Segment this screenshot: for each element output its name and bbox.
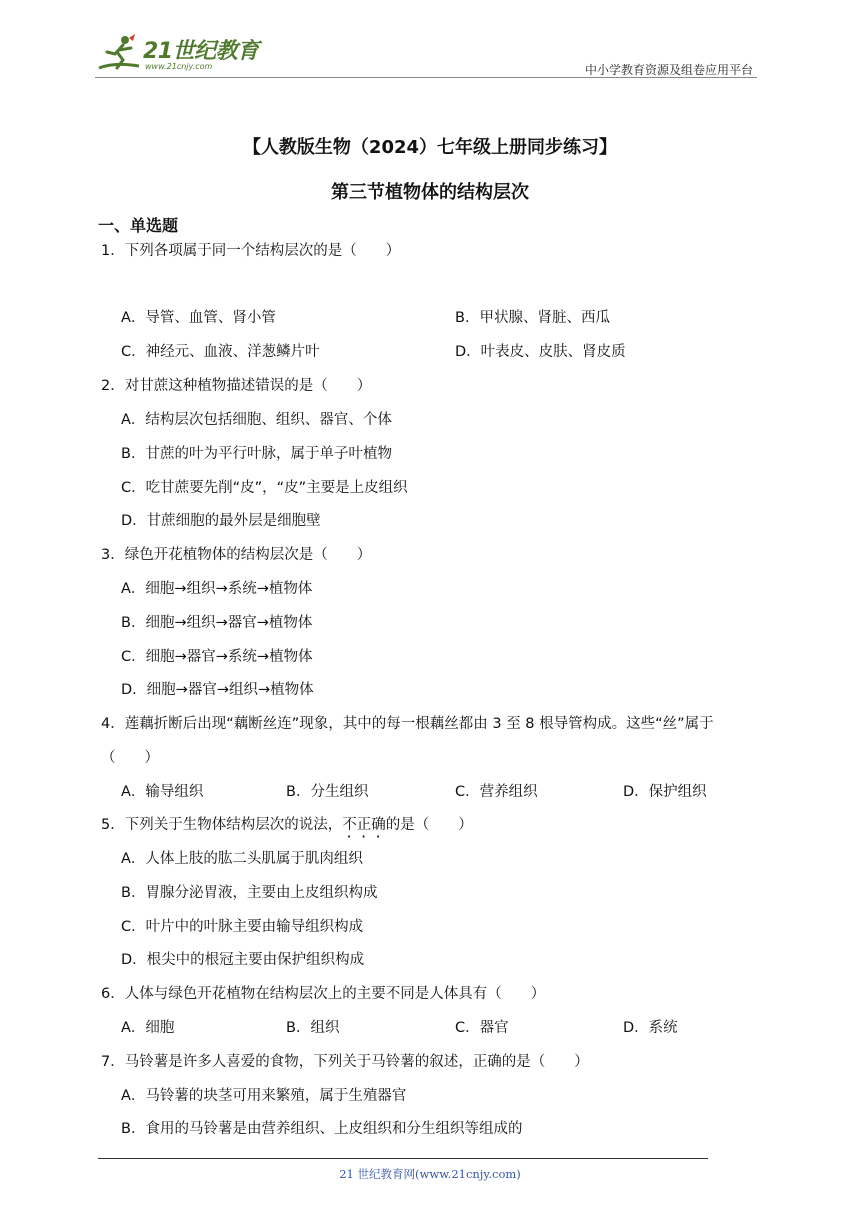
option-d: D．细胞→器官→组织→植物体 <box>121 682 314 698</box>
option-b: B．组织 <box>286 1020 340 1036</box>
stem-text: 的是（ ） <box>385 817 473 833</box>
emphasized-text: 不正确 <box>342 817 386 833</box>
page-header <box>95 32 757 78</box>
question-stem <box>101 815 473 841</box>
question-stem: 3．绿色开花植物体的结构层次是（ ） <box>101 547 372 563</box>
option-b: B．甲状腺、肾脏、西瓜 <box>455 310 610 326</box>
option-a: A．人体上肢的肱二头肌属于肌肉组织 <box>121 851 363 867</box>
option-a: A．马铃薯的块茎可用来繁殖，属于生殖器官 <box>121 1088 407 1104</box>
option-c: C．神经元、血液、洋葱鳞片叶 <box>121 344 320 360</box>
logo-url: www.21cnjy.com <box>145 62 213 71</box>
option-d: D．叶表皮、皮肤、肾皮质 <box>455 344 626 360</box>
section-heading: 一、单选题 <box>98 216 179 235</box>
footer-divider <box>98 1158 708 1159</box>
question-stem: 7．马铃薯是许多人喜爱的食物，下列关于马铃薯的叙述，正确的是（ ） <box>101 1054 589 1070</box>
logo-text: 21世纪教育 <box>143 39 259 64</box>
stem-text: 5．下列关于生物体结构层次的说法， <box>101 817 343 833</box>
option-d: D．保护组织 <box>623 784 707 800</box>
question-stem: 4．莲藕折断后出现“藕断丝连”现象，其中的每一根藕丝都由 3 至 8 根导管构成。这些“丝”属于 <box>101 716 714 732</box>
option-a: A．导管、血管、肾小管 <box>121 310 276 326</box>
runner-logo-icon <box>95 32 145 76</box>
document-subtitle: 第三节植物体的结构层次 <box>331 182 529 203</box>
option-c: C．营养组织 <box>455 784 538 800</box>
option-a: A．细胞 <box>121 1020 175 1036</box>
option-a: A．输导组织 <box>121 784 204 800</box>
page-footer[interactable]: 21 世纪教育网(www.21cnjy.com) <box>339 1167 521 1181</box>
question-stem: 6．人体与绿色开花植物在结构层次上的主要不同是人体具有（ ） <box>101 986 546 1002</box>
option-c: C．叶片中的叶脉主要由输导组织构成 <box>121 919 364 935</box>
option-b: B．细胞→组织→器官→植物体 <box>121 615 313 631</box>
option-d: D．根尖中的根冠主要由保护组织构成 <box>121 952 365 968</box>
question-stem: 1．下列各项属于同一个结构层次的是（ ） <box>101 243 401 259</box>
header-tagline: 中小学教育资源及组卷应用平台 <box>584 63 753 77</box>
document-title: 【人教版生物（2024）七年级上册同步练习】 <box>242 137 618 158</box>
question-stem-continued: （ ） <box>101 750 159 766</box>
header-divider <box>95 77 757 78</box>
site-logo <box>95 32 265 76</box>
option-b: B．胃腺分泌胃液，主要由上皮组织构成 <box>121 885 378 901</box>
option-a: A．细胞→组织→系统→植物体 <box>121 581 313 597</box>
option-a: A．结构层次包括细胞、组织、器官、个体 <box>121 412 392 428</box>
option-d: D．系统 <box>623 1020 678 1036</box>
option-d: D．甘蔗细胞的最外层是细胞壁 <box>121 513 321 529</box>
option-b: B．甘蔗的叶为平行叶脉，属于单子叶植物 <box>121 446 392 462</box>
question-stem: 2．对甘蔗这种植物描述错误的是（ ） <box>101 378 372 394</box>
option-c: C．吃甘蔗要先削“皮”，“皮”主要是上皮组织 <box>121 480 408 496</box>
option-c: C．细胞→器官→系统→植物体 <box>121 649 313 665</box>
option-c: C．器官 <box>455 1020 509 1036</box>
option-b: B．分生组织 <box>286 784 369 800</box>
option-b: B．食用的马铃薯是由营养组织、上皮组织和分生组织等组成的 <box>121 1121 523 1137</box>
